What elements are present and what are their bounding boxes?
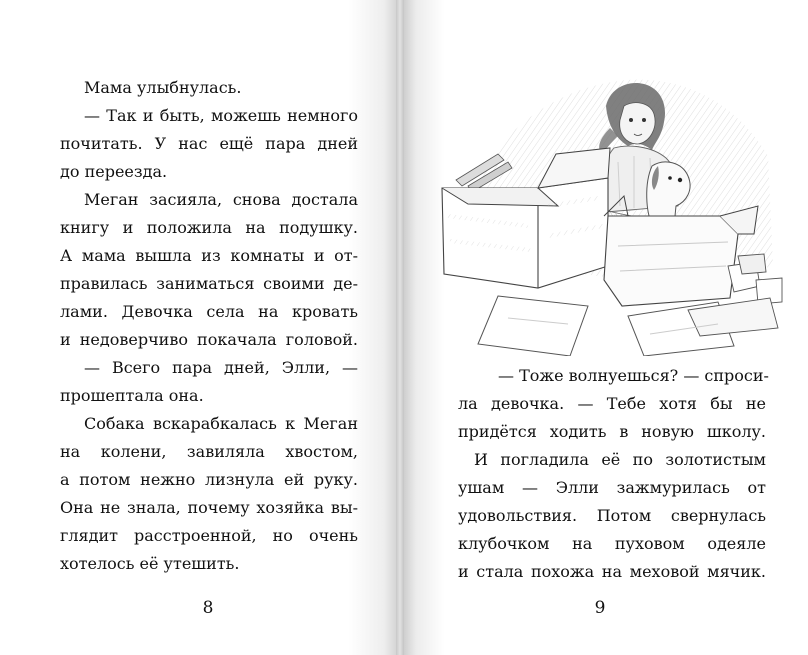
girl-with-puppy-among-boxes-illustration — [438, 66, 786, 356]
right-line-1: — Тоже волнуешься? — спроси- — [498, 366, 769, 385]
left-page-number: 8 — [202, 598, 214, 618]
left-line-1: Мама улыбнулась. — [84, 78, 242, 97]
left-line-17: глядит расстроенной, но очень — [60, 526, 358, 545]
right-line-5: ушам — Элли зажмурилась от — [458, 478, 766, 497]
left-line-9: лами. Девочка села на кровать — [60, 302, 358, 321]
right-line-8: и стала похожа на меховой мячик. — [458, 562, 766, 581]
right-page-number: 9 — [594, 598, 606, 618]
left-line-15: а потом нежно лизнула ей руку. — [60, 470, 358, 489]
right-page — [404, 0, 808, 655]
book-gutter — [396, 0, 404, 655]
right-line-6: удовольствия. Потом свернулась — [458, 506, 766, 525]
left-line-4: до переезда. — [60, 162, 168, 181]
left-line-3: почитать. У нас ещё пара дней — [60, 134, 358, 153]
left-line-6: книгу и положила на подушку. — [60, 218, 358, 237]
left-line-5: Меган засияла, снова достала — [84, 190, 358, 209]
right-line-3: придётся ходить в новую школу. — [458, 422, 766, 441]
right-line-7: клубочком на пуховом одеяле — [458, 534, 766, 553]
left-page — [0, 0, 396, 655]
left-line-2: — Так и быть, можешь немного — [84, 106, 358, 125]
right-line-2: ла девочка. — Тебе хотя бы не — [458, 394, 766, 413]
left-line-10: и недоверчиво покачала головой. — [60, 330, 358, 349]
left-line-13: Собака вскарабкалась к Меган — [84, 414, 358, 433]
left-line-11: — Всего пара дней, Элли, — — [84, 358, 358, 377]
right-line-4: И погладила её по золотистым — [474, 450, 766, 469]
left-line-14: на колени, завиляла хвостом, — [60, 442, 358, 461]
left-line-16: Она не знала, почему хозяйка вы- — [60, 498, 358, 517]
left-line-18: хотелось её утешить. — [60, 554, 240, 573]
left-line-8: правилась заниматься своими де- — [60, 274, 358, 293]
left-line-12: прошептала она. — [60, 386, 204, 405]
left-line-7: А мама вышла из комнаты и от- — [60, 246, 358, 265]
